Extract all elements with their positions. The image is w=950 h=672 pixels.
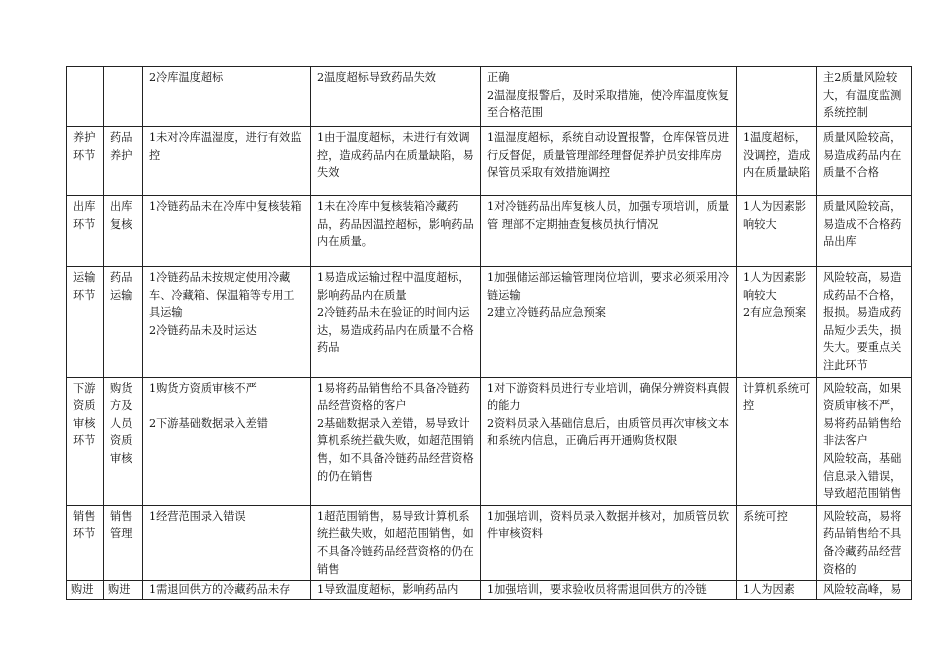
cell-consequence: 1易将药品销售给不具备冷链药品经营资格的客户 2基础数据录入差错，易导致计算机系统拦截失败，如超范围销售，如不具备冷链药品经营资格的仍在销售 bbox=[311, 377, 481, 505]
cell-risk: 1冷链药品未在冷库中复核装箱 bbox=[143, 196, 311, 267]
cell-consequence: 1未在冷库中复核装箱冷藏药品，药品因温控超标，影响药品内在质量。 bbox=[311, 196, 481, 267]
cell-evaluation: 1人为因素影响较大 bbox=[737, 196, 817, 267]
cell-measures: 1加强储运部运输管理岗位培训，要求必须采用冷链运输 2建立冷链药品应急预案 bbox=[481, 267, 737, 378]
cell-stage: 购进 bbox=[67, 581, 104, 600]
cell-evaluation: 系统可控 bbox=[737, 505, 817, 580]
cell-stage bbox=[67, 67, 104, 127]
cell-consequence: 1由于温度超标，未进行有效调控，造成药品内在质量缺陷，易失效 bbox=[311, 127, 481, 196]
cell-item: 购货 方及 人员 资质 审核 bbox=[104, 377, 143, 505]
table-row bbox=[67, 377, 912, 505]
cell-risk: 1冷链药品未按规定使用冷藏车、冷藏箱、保温箱等专用工具运输 2冷链药品未及时运达 bbox=[143, 267, 311, 378]
cell-item: 购进 bbox=[104, 581, 143, 600]
cell-risk: 1需退回供方的冷藏药品未存 bbox=[143, 581, 311, 600]
cell-consequence: 1超范围销售，易导致计算机系统拦截失败，如超范围销售，如不具备冷链药品经营资格的仍在销售 bbox=[311, 505, 481, 580]
cell-item: 药品 运输 bbox=[104, 267, 143, 378]
table-row bbox=[67, 67, 912, 127]
cell-evaluation: 1温度超标，没调控，造成内在质量缺陷 bbox=[737, 127, 817, 196]
cell-consequence: 1易造成运输过程中温度超标，影响药品内在质量 2冷链药品未在验证的时间内运达，易造成药品内在质量不合格药品 bbox=[311, 267, 481, 378]
cell-item: 销售 管理 bbox=[104, 505, 143, 580]
cell-consequence: 1导致温度超标，影响药品内 bbox=[311, 581, 481, 600]
cell-conclusion: 风险较高峰，易 bbox=[817, 581, 912, 600]
cell-measures: 1对冷链药品出库复核人员，加强专项培训，质量管 理部不定期抽查复核员执行情况 bbox=[481, 196, 737, 267]
cell-stage: 运输 环节 bbox=[67, 267, 104, 378]
cell-evaluation: 1人为因素影响较大 2有应急预案 bbox=[737, 267, 817, 378]
table-row bbox=[67, 505, 912, 580]
cell-measures: 1加强培训，资料员录入数据并核对，加质管员软件审核资料 bbox=[481, 505, 737, 580]
cell-evaluation: 计算机系统可控 bbox=[737, 377, 817, 505]
cell-stage: 下游 资质 审核 环节 bbox=[67, 377, 104, 505]
table-row bbox=[67, 267, 912, 378]
cell-stage: 销售 环节 bbox=[67, 505, 104, 580]
cell-consequence: 2温度超标导致药品失效 bbox=[311, 67, 481, 127]
cell-conclusion: 质量风险较高，易造成药品内在质量不合格 bbox=[817, 127, 912, 196]
cell-item: 药品 养护 bbox=[104, 127, 143, 196]
cell-evaluation bbox=[737, 67, 817, 127]
cell-conclusion: 主2质量风险较大，有温度监测系统控制 bbox=[817, 67, 912, 127]
cell-stage: 养护 环节 bbox=[67, 127, 104, 196]
cell-conclusion: 质量风险较高，易造成不合格药品出库 bbox=[817, 196, 912, 267]
cell-stage: 出库 环节 bbox=[67, 196, 104, 267]
cell-item: 出库 复核 bbox=[104, 196, 143, 267]
cell-evaluation: 1人为因素 bbox=[737, 581, 817, 600]
cell-risk: 1未对冷库温湿度，进行有效监控 bbox=[143, 127, 311, 196]
cell-risk: 2冷库温度超标 bbox=[143, 67, 311, 127]
cell-measures: 1加强培训，要求验收员将需退回供方的冷链 bbox=[481, 581, 737, 600]
cell-measures: 1对下游资料员进行专业培训，确保分辨资料真假的能力 2资料员录入基础信息后，由质管员再次审核文本和系统内信息，正确后再开通购货权限 bbox=[481, 377, 737, 505]
cell-risk: 1经营范围录入错误 bbox=[143, 505, 311, 580]
table-row bbox=[67, 196, 912, 267]
cell-risk: 1购货方资质审核不严 2下游基础数据录入差错 bbox=[143, 377, 311, 505]
cell-conclusion: 风险较高，易将药品销售给不具备冷藏药品经营资格的 bbox=[817, 505, 912, 580]
cell-measures: 1温湿度超标，系统自动设置报警，仓库保管员进行反督促，质量管理部经理督促养护员安排库房保管员采取有效措施调控 bbox=[481, 127, 737, 196]
table-row bbox=[67, 127, 912, 196]
cell-conclusion: 风险较高，易造成药品不合格，报损。易造成药品短少丢失，损失大。要重点关注此环节 bbox=[817, 267, 912, 378]
cell-measures: 正确 2温湿度报警后，及时采取措施，使冷库温度恢复至合格范围 bbox=[481, 67, 737, 127]
cell-item bbox=[104, 67, 143, 127]
cell-conclusion: 风险较高，如果资质审核不严，易将药品销售给非法客户 风险较高，基础信息录入错误，导致超范围销售 bbox=[817, 377, 912, 505]
risk-assessment-table bbox=[66, 66, 912, 600]
table-row bbox=[67, 581, 912, 600]
